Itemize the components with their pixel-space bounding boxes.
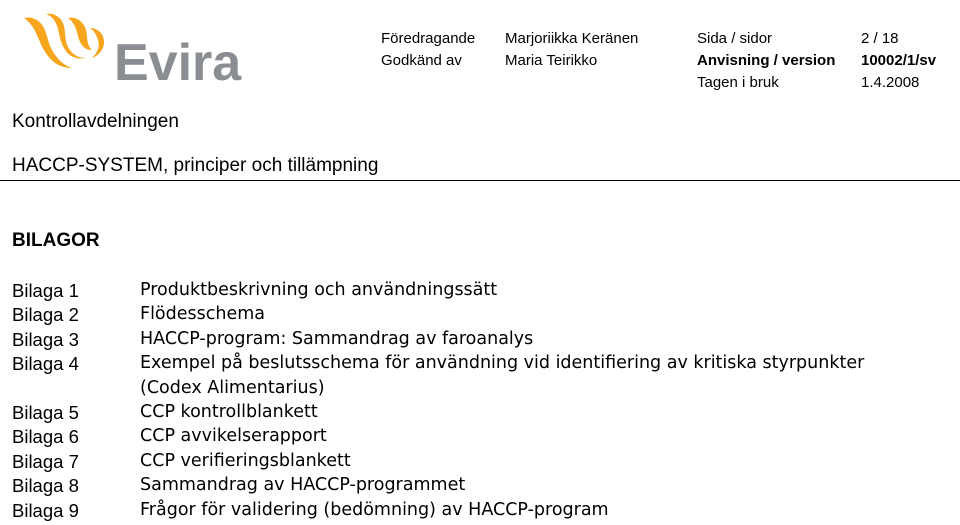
- annex-label: Bilaga 7: [12, 450, 79, 472]
- annex-description: Frågor för validering (bedömning) av HACCP-program: [140, 499, 609, 520]
- annex-label: Bilaga 3: [12, 328, 79, 350]
- meta-value: Maria Teirikko: [505, 52, 598, 69]
- annex-description: Flödesschema: [140, 304, 265, 325]
- header-divider: [0, 180, 960, 181]
- bird-icon: [24, 14, 104, 68]
- annex-description: (Codex Alimentarius): [140, 377, 325, 398]
- logo-wordmark: Evira: [114, 34, 242, 90]
- meta-value: 1.4.2008: [861, 74, 920, 91]
- meta-label: Anvisning / version: [697, 52, 836, 69]
- annex-description: CCP kontrollblankett: [140, 401, 318, 422]
- meta-value: 10002/1/sv: [861, 52, 937, 69]
- annex-label: Bilaga 2: [12, 304, 79, 326]
- annex-label: Bilaga 6: [12, 426, 79, 448]
- meta-label: Godkänd av: [381, 52, 462, 69]
- section-heading: BILAGOR: [12, 230, 100, 251]
- annex-label: Bilaga 8: [12, 475, 79, 497]
- department-name: Kontrollavdelningen: [12, 111, 179, 132]
- annex-description: Produktbeskrivning och användningssätt: [140, 280, 498, 300]
- meta-label: Föredragande: [381, 30, 476, 47]
- annex-description: CCP avvikelserapport: [140, 426, 327, 447]
- annex-label: Bilaga 4: [12, 353, 79, 375]
- annex-label: Bilaga 5: [12, 401, 79, 423]
- annex-label: Bilaga 9: [12, 499, 79, 521]
- annex-description: CCP verifieringsblankett: [140, 450, 351, 471]
- document-title: HACCP-SYSTEM, principer och tillämpning: [12, 155, 379, 176]
- meta-label: Sida / sidor: [697, 30, 773, 47]
- evira-logo: [18, 10, 278, 90]
- annex-description: Exempel på beslutsschema för användning vid identifiering av kritiska styrpunkter: [140, 353, 865, 374]
- annex-label: Bilaga 1: [12, 280, 79, 301]
- meta-label: Tagen i bruk: [697, 74, 779, 91]
- annex-description: Sammandrag av HACCP-programmet: [140, 475, 466, 496]
- meta-value: Marjoriikka Keränen: [505, 30, 639, 47]
- annex-description: HACCP-program: Sammandrag av faroanalys: [140, 328, 534, 349]
- meta-value: 2 / 18: [861, 30, 899, 47]
